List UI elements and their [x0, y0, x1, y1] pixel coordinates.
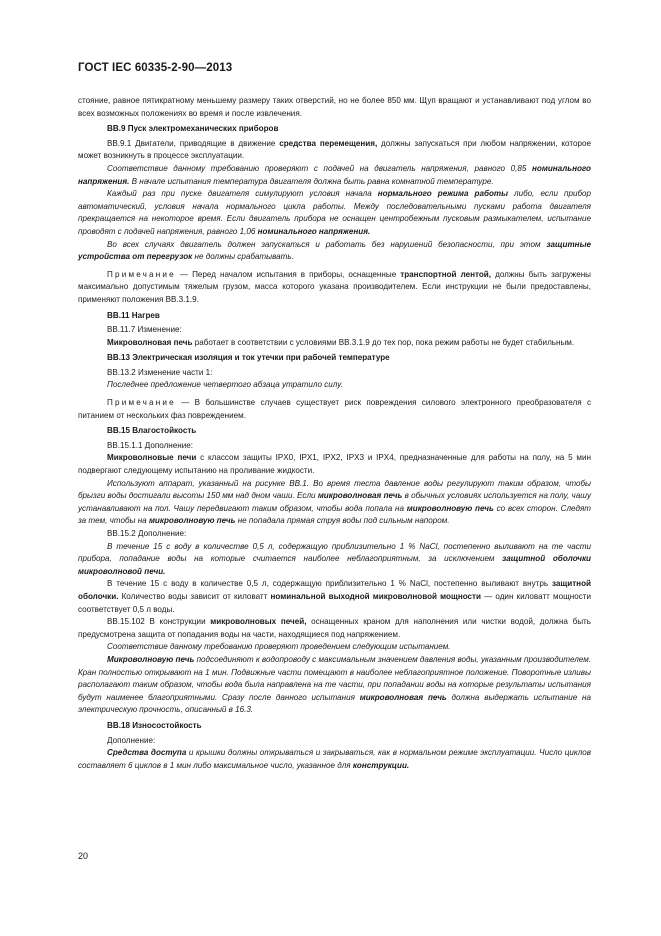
- text: Каждый раз при пуске двигателя симулируют условия начала: [107, 189, 378, 199]
- paragraph: стояние, равное пятикратному меньшему размеру таких отверстий, но не более 850 мм. Щуп вращают и устанавливают под углом во всех возможных положениях во время и после извлечения.: [78, 96, 591, 118]
- paragraph-microwave-works: [78, 337, 591, 350]
- text: либо, если прибор автоматический, условия начала нормального цикла работы. Между последовательными пусками работа двигателя прекращается на некоторое время. Если двигатель прибора не оснащен центробежным пусковым размыкателем, испытание проводят с подачей напряжения, равного 1,06: [78, 189, 591, 236]
- paragraph-bb117: BB.11.7 Изменение:: [107, 325, 182, 335]
- paragraph-apparatus: [78, 478, 591, 528]
- term: номинального напряжения.: [78, 163, 591, 186]
- document-body: [78, 95, 591, 772]
- text: должны быть загружены максимально допустимым тяжелым грузом, масса которого указана производителем. Если инструкции не были предоставлены, применяют положения BB.3.1.9.: [78, 269, 591, 304]
- term: Микроволновую печь: [107, 654, 195, 664]
- paragraph-compliance: [78, 163, 591, 188]
- text: работает в соответствии с условиями BB.3.1.9 до тех пор, пока режим работы не будет стабильным.: [192, 337, 575, 347]
- text: В начале испытания температура двигателя должна быть равна комнатной температуре.: [129, 176, 494, 186]
- paragraph-bb1511: BB.15.1.1 Дополнение:: [107, 440, 194, 450]
- paragraph-each-start: [78, 188, 591, 238]
- term: номинального напряжения.: [257, 226, 371, 236]
- paragraph-15s-inside: [78, 578, 591, 616]
- text: с классом защиты IPX0, IPX1, IPX2, IPX3 и IPX4, предназначенные для работы на полу, на 5 мин подвергают следующему испытанию на проливание жидкости.: [78, 453, 591, 476]
- paragraph-compliance-2: Соответствие данному требованию проверяют проведением следующим испытанием.: [107, 642, 451, 652]
- text: — Перед началом испытания в приборы, оснащенные: [175, 269, 401, 279]
- term: номинальной выходной микроволновой мощности: [270, 591, 481, 601]
- note-1: [78, 269, 591, 307]
- term: микроволновую печь: [148, 516, 236, 526]
- term: микроволновая печь: [359, 692, 447, 702]
- term: транспортной лентой,: [400, 269, 492, 279]
- text: BB.9.1 Двигатели, приводящие в движение: [107, 138, 280, 148]
- text: в обычных условиях используется на полу, чашу устанавливают на пол. Чашу передвигают таким образом, чтобы вода попала на: [78, 491, 591, 513]
- text: — один киловатт мощности соответствует 0,5 л воды.: [78, 591, 591, 614]
- text: не попадала прямая струя воды под сильным напором.: [235, 516, 450, 526]
- section-heading-bb13: BB.13 Электрическая изоляция и ток утечки при рабочей температуре: [107, 353, 390, 363]
- text: Соответствие данному требованию проверяют с подачей на двигатель напряжения, равного 0,85: [107, 163, 532, 173]
- text: оснащенных краном для наполнения или чистки водой, должна быть предусмотрена защита от попадания воды на части, находящиеся под напряжением.: [78, 617, 591, 639]
- paragraph-bb91: [78, 138, 591, 163]
- term: конструкции.: [352, 760, 410, 770]
- paragraph-addition: Дополнение:: [107, 735, 156, 745]
- paragraph-microwaves-ipx: [78, 452, 591, 477]
- text: и крышки должны открываться и закрываться, как в нормальном режиме эксплуатации. Число циклов составляет 6 циклов в 1 мин либо максимальное число, указанное для: [78, 748, 591, 770]
- paragraph-bb15102: [78, 616, 591, 641]
- term: защитной оболочки микроволновой печи.: [78, 554, 591, 576]
- paragraph-last-sentence: Последнее предложение четвертого абзаца утратило силу.: [107, 380, 343, 390]
- text: В течение 15 с воду в количестве 0,5 л, содержащую приблизительно 1 % NaCl, постепенно выливают на те части прибора, попадание воды на которые считается наиболее неблагоприятным, за исключением: [78, 541, 591, 564]
- page-number: 20: [78, 851, 89, 861]
- text: В течение 15 с воду в количестве 0,5 л, содержащую приблизительно 1 % NaCl, постепенно выливают внутрь: [107, 579, 552, 589]
- paragraph-all-cases: [78, 239, 591, 264]
- paragraph-15s-outside: [78, 541, 591, 579]
- term: Микроволновая печь: [107, 337, 193, 347]
- term: защитной оболочки.: [78, 579, 591, 601]
- paragraph-access: [78, 747, 591, 772]
- term: средства перемещения,: [279, 138, 378, 148]
- term: защитные устройства от перегрузок: [78, 239, 591, 262]
- text: должны запускаться при любом напряжении, которое может возникнуть в процессе эксплуатации.: [78, 138, 591, 161]
- term: микроволновую печь: [406, 503, 494, 513]
- text: не должны срабатывать.: [192, 252, 294, 262]
- text: BB.15.102 В конструкции: [107, 617, 211, 627]
- term: Средства доступа: [107, 748, 187, 758]
- text: должна выдержать испытание на электрическую прочность, описанный в 16.3.: [78, 692, 591, 715]
- text: Используют аппарат, указанный на рисунке BB.1. Во время теста давление воды регулируют таким образом, чтобы брызги воды достигали высоты 150 мм над дном чаши. Если: [78, 478, 591, 501]
- section-heading-bb18: BB.18 Износостойкость: [107, 720, 202, 730]
- text: Количество воды зависит от киловатт: [118, 591, 271, 601]
- section-heading-bb9: BB.9 Пуск электромеханических приборов: [107, 124, 279, 134]
- text: Во всех случаях двигатель должен запускаться и работать без нарушений безопасности, при этом: [107, 239, 547, 249]
- term: микроволновая печь: [317, 491, 403, 501]
- term: нормального режима работы: [377, 189, 509, 199]
- page-header: ГОСТ IEC 60335-2-90—2013: [78, 62, 233, 74]
- section-heading-bb15: BB.15 Влагостойкость: [107, 426, 197, 436]
- note-2: [78, 397, 591, 422]
- text: подсоединяют к водопроводу с максимальным значением давления воды, указанным производителем. Кран полностью открывают на 1 мин. Подвижные части помещают в наиболее неблагоприятное положение. Поворотные изливы располагают таким образом, чтобы вода была направлена на те части, при попадании воды на которые результаты испытания будут наименее благоприятными. Сразу после данного испытания: [78, 654, 591, 702]
- paragraph-bb152: BB.15.2 Дополнение:: [107, 529, 187, 538]
- paragraph-connect: [78, 654, 591, 717]
- term: микроволновых печей,: [210, 617, 307, 627]
- term: Микроволновые печи: [107, 453, 197, 463]
- paragraph-bb132: BB.13.2 Изменение части 1:: [107, 367, 213, 377]
- section-heading-bb11: BB.11 Нагрев: [107, 310, 160, 320]
- text: со всех сторон. Следят за тем, чтобы на: [78, 503, 592, 526]
- note-label: Примечание: [107, 269, 176, 279]
- text: — В большинстве случаев существует риск повреждения силового электронного преобразователя с питанием от нескольких фаз повреждением.: [78, 398, 591, 420]
- note-label: Примечание: [107, 398, 176, 408]
